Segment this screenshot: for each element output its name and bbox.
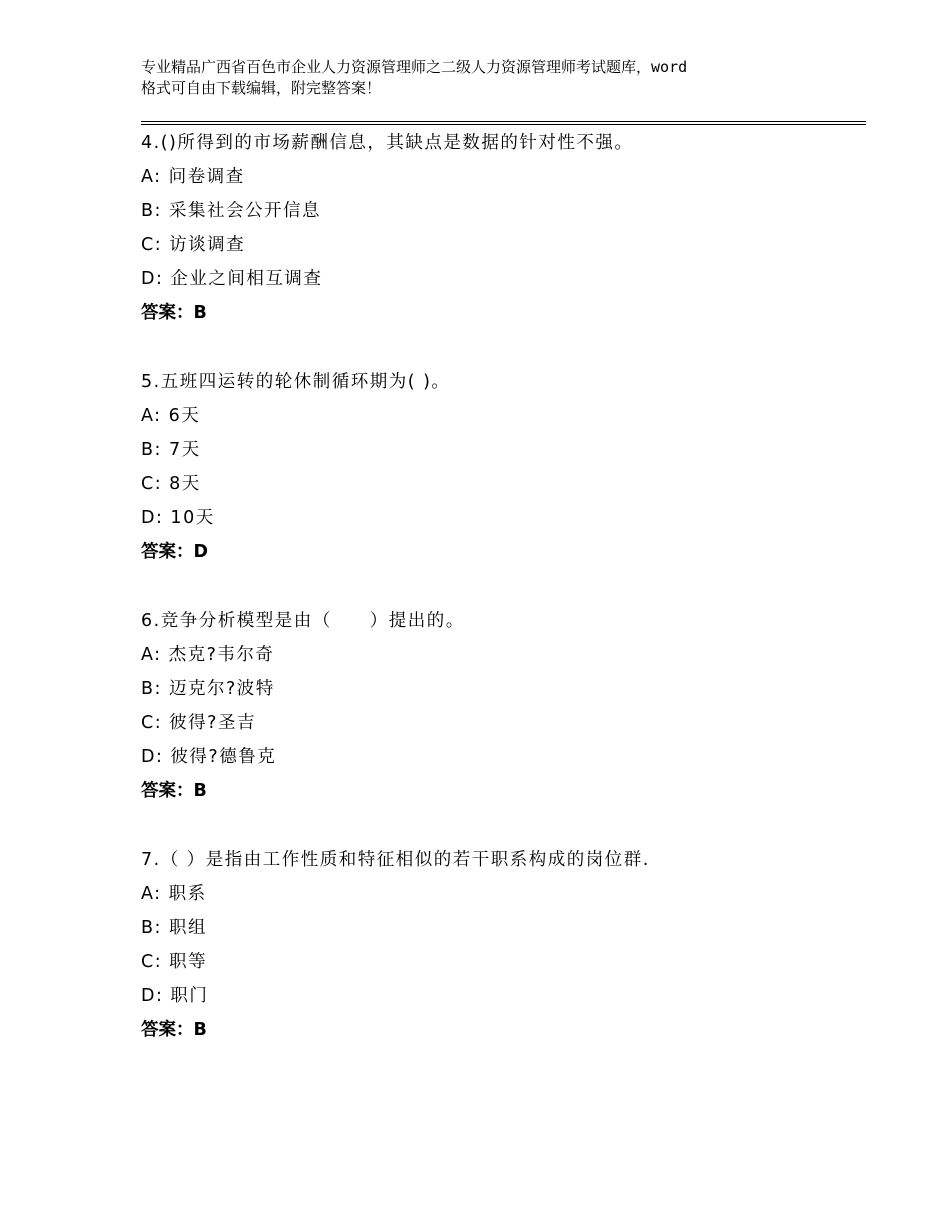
header-line-1: 专业精品广西省百色市企业人力资源管理师之二级人力资源管理师考试题库，word	[141, 58, 688, 76]
answer: 答案：B	[141, 303, 207, 323]
option-b: B: 职组	[141, 918, 207, 938]
option-d: D: 10天	[141, 508, 215, 528]
question-stem: 7.（ ）是指由工作性质和特征相似的若干职系构成的岗位群.	[141, 850, 650, 870]
answer: 答案：B	[141, 1020, 207, 1040]
question-6	[141, 604, 861, 808]
option-d: D: 职门	[141, 986, 209, 1006]
question-7	[141, 843, 861, 1047]
option-a: A: 6天	[141, 406, 201, 426]
question-5	[141, 365, 861, 569]
option-c: C: 职等	[141, 952, 208, 972]
option-b: B: 采集社会公开信息	[141, 201, 321, 221]
option-c: C: 访谈调查	[141, 235, 246, 255]
header-divider-bottom	[141, 124, 866, 125]
option-b: B: 7天	[141, 440, 201, 460]
header-line-2: 格式可自由下载编辑，附完整答案！	[141, 79, 382, 97]
question-stem: 5.五班四运转的轮休制循环期为( )。	[141, 372, 451, 392]
option-c: C: 彼得?圣吉	[141, 713, 256, 733]
question-4	[141, 126, 861, 330]
option-b: B: 迈克尔?波特	[141, 679, 275, 699]
option-a: A: 杰克?韦尔奇	[141, 645, 275, 665]
question-stem: 4.()所得到的市场薪酬信息，其缺点是数据的针对性不强。	[141, 133, 634, 153]
option-d: D: 彼得?德鲁克	[141, 747, 277, 767]
answer: 答案：D	[141, 542, 209, 562]
option-d: D: 企业之间相互调查	[141, 269, 323, 289]
header-divider-top	[141, 121, 866, 122]
option-c: C: 8天	[141, 474, 201, 494]
option-a: A: 问卷调查	[141, 167, 245, 187]
answer: 答案：B	[141, 781, 207, 801]
document-header	[141, 57, 841, 99]
question-stem: 6.竞争分析模型是由（ ）提出的。	[141, 611, 465, 631]
option-a: A: 职系	[141, 884, 207, 904]
